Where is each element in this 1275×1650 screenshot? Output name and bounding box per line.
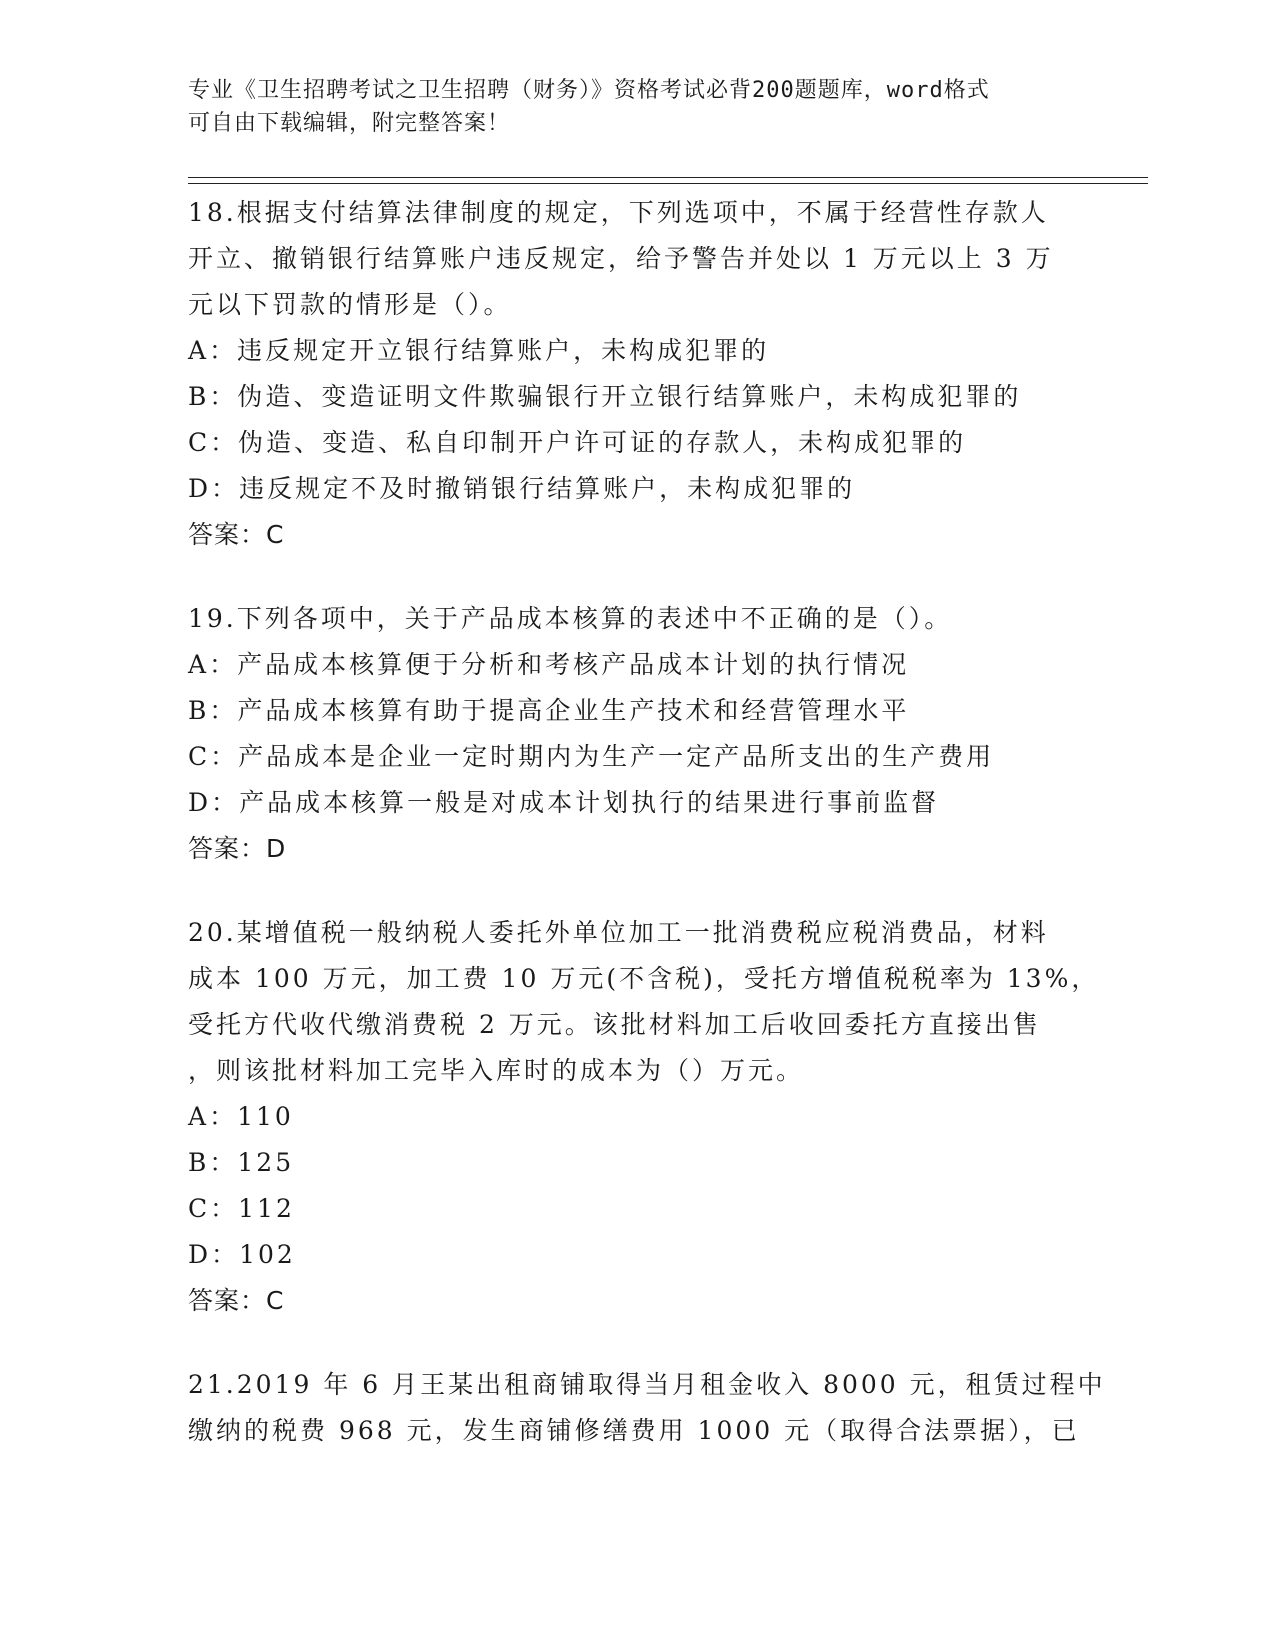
option-separator: ： <box>209 696 238 725</box>
option-separator: ： <box>209 382 238 411</box>
answer-line: 答案：C <box>188 1286 285 1315</box>
option-key: D <box>188 474 212 503</box>
option-text: 产品成本核算有助于提高企业生产技术和经营管理水平 <box>237 696 910 725</box>
option-text: 伪造、变造证明文件欺骗银行开立银行结算账户，未构成犯罪的 <box>237 382 1022 411</box>
answer-line: 答案：C <box>188 520 285 549</box>
option-row <box>188 328 1088 374</box>
option-row <box>188 1232 1088 1278</box>
header-line-2: 可自由下载编辑，附完整答案！ <box>188 111 511 136</box>
header-rule-top <box>188 177 1148 178</box>
option-row <box>188 466 1088 512</box>
option-row <box>188 1094 1088 1140</box>
option-key: B <box>188 696 210 725</box>
option-separator: ： <box>209 650 238 679</box>
option-key: C <box>188 742 211 771</box>
option-key: C <box>188 428 211 457</box>
option-separator: ： <box>211 1240 240 1269</box>
question-stem-line: ，则该批材料加工完毕入库时的成本为（）万元。 <box>188 1056 805 1085</box>
option-row <box>188 1186 1088 1232</box>
option-row <box>188 780 1088 826</box>
option-row <box>188 374 1088 420</box>
option-key: A <box>188 1102 210 1131</box>
question-stem-line: 成本 100 万元，加工费 10 万元(不含税)，受托方增值税税率为 13%， <box>188 964 1100 993</box>
question-block <box>188 1362 1106 1454</box>
question-stem-line: 18.根据支付结算法律制度的规定，下列选项中，不属于经营性存款人 <box>188 198 1049 227</box>
option-text: 伪造、变造、私自印制开户许可证的存款人，未构成犯罪的 <box>238 428 967 457</box>
header-line-1: 专业《卫生招聘考试之卫生招聘（财务）》资格考试必背200题题库，word格式 <box>188 78 990 103</box>
answer-line: 答案：D <box>188 834 287 863</box>
question-stem-line: 21.2019 年 6 月王某出租商铺取得当月租金收入 8000 元，租赁过程中 <box>188 1370 1106 1399</box>
question-stem-line: 缴纳的税费 968 元，发生商铺修缮费用 1000 元（取得合法票据），已 <box>188 1416 1080 1445</box>
question-stem-line: 元以下罚款的情形是（）。 <box>188 290 512 319</box>
option-text: 产品成本核算便于分析和考核产品成本计划的执行情况 <box>237 650 910 679</box>
option-key: A <box>188 650 210 679</box>
option-text: 违反规定不及时撤销银行结算账户，未构成犯罪的 <box>239 474 856 503</box>
option-key: C <box>188 1194 211 1223</box>
option-text: 违反规定开立银行结算账户，未构成犯罪的 <box>237 336 770 365</box>
question-block <box>188 910 1100 1324</box>
option-row <box>188 420 1088 466</box>
option-separator: ： <box>211 788 240 817</box>
option-row <box>188 734 1088 780</box>
option-key: D <box>188 788 212 817</box>
option-separator: ： <box>210 742 239 771</box>
option-separator: ： <box>209 336 238 365</box>
question-stem-line: 20.某增值税一般纳税人委托外单位加工一批消费税应税消费品，材料 <box>188 918 1049 947</box>
question-stem-line: 19.下列各项中，关于产品成本核算的表述中不正确的是（）。 <box>188 604 953 633</box>
question-stem-line: 开立、撤销银行结算账户违反规定，给予警告并处以 1 万元以上 3 万 <box>188 244 1054 273</box>
option-key: D <box>188 1240 212 1269</box>
document-header <box>188 74 1068 140</box>
option-key: B <box>188 1148 210 1177</box>
option-text: 产品成本核算一般是对成本计划执行的结果进行事前监督 <box>239 788 940 817</box>
option-text: 125 <box>237 1148 295 1177</box>
option-key: A <box>188 336 210 365</box>
option-separator: ： <box>210 1194 239 1223</box>
option-row <box>188 642 1088 688</box>
option-text: 110 <box>237 1102 294 1131</box>
option-separator: ： <box>209 1102 238 1131</box>
option-key: B <box>188 382 210 411</box>
option-row <box>188 688 1088 734</box>
question-stem-line: 受托方代收代缴消费税 2 万元。该批材料加工后收回委托方直接出售 <box>188 1010 1041 1039</box>
question-block <box>188 190 1088 558</box>
question-block <box>188 596 1088 872</box>
option-separator: ： <box>209 1148 238 1177</box>
option-text: 产品成本是企业一定时期内为生产一定产品所支出的生产费用 <box>238 742 995 771</box>
option-separator: ： <box>210 428 239 457</box>
option-text: 102 <box>239 1240 296 1269</box>
question-list <box>188 190 1106 1492</box>
option-text: 112 <box>238 1194 295 1223</box>
option-separator: ： <box>211 474 240 503</box>
option-row <box>188 1140 1088 1186</box>
header-rule-bottom <box>188 183 1148 184</box>
